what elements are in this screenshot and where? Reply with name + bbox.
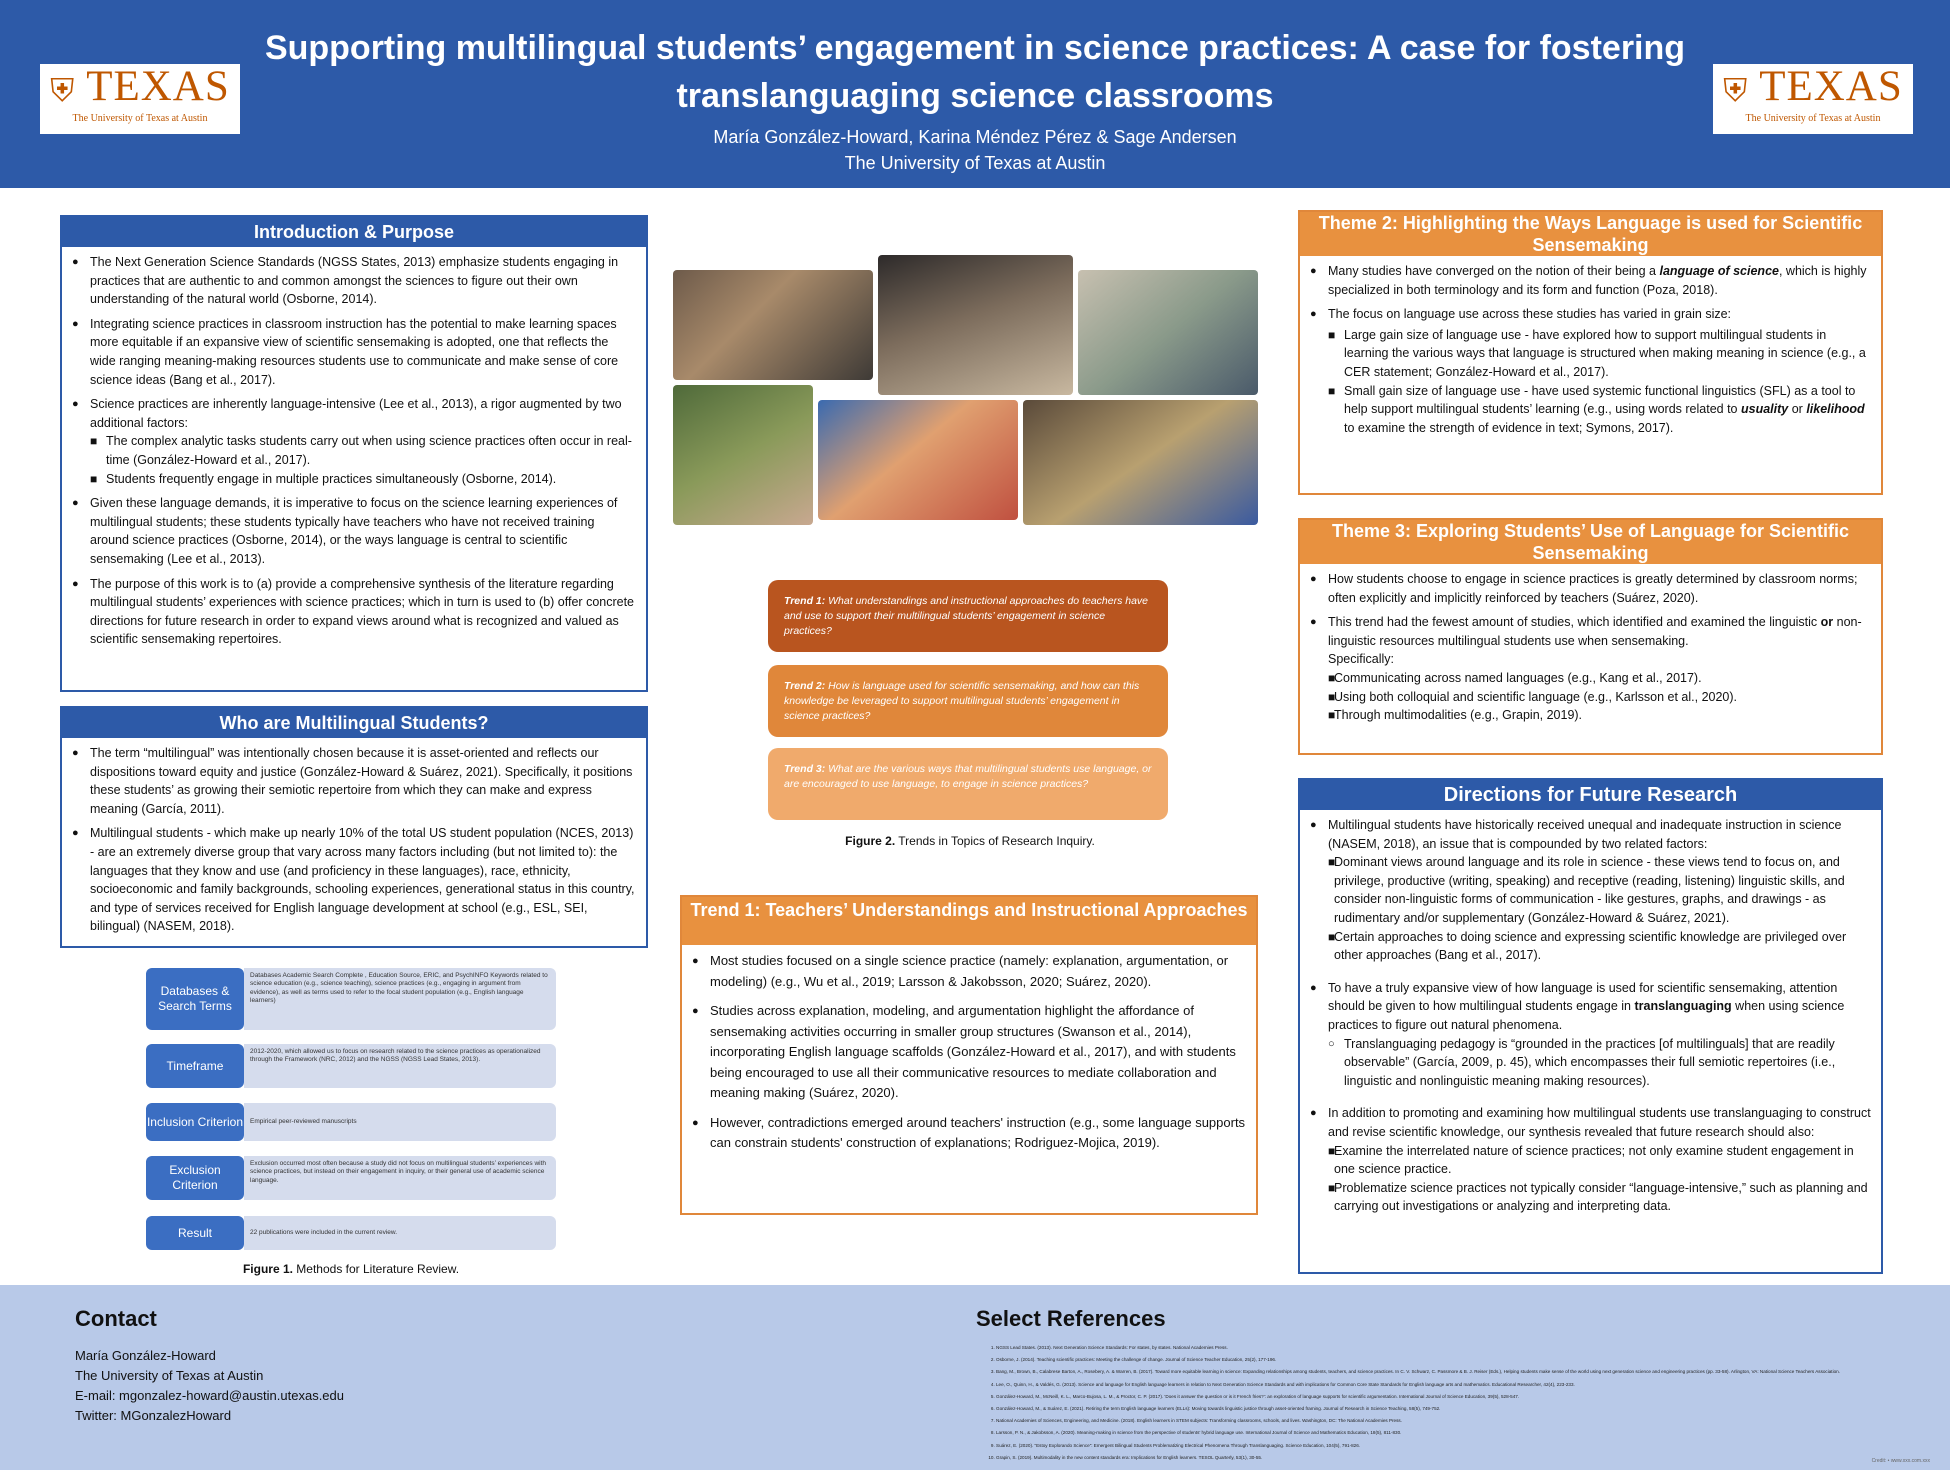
directions-circle-bullet: ○ Translanguaging pedagogy is “grounded in the practices [of multilinguals] that are readily observable” (García, 2009, p. 45), which encompasses their full semiotic repertoires (i.e., linguistic and nonlinguistic meaning making resources). (1310, 1035, 1871, 1091)
trend-label: Trend 3: (784, 763, 826, 775)
trend3-box (768, 748, 1168, 820)
methods-row-text: 22 publications were included in the current review. (244, 1216, 556, 1250)
methods-row-label: Inclusion Criterion (146, 1103, 244, 1141)
theme2-panel (1298, 210, 1883, 495)
kids-reading-photo (818, 400, 1018, 520)
intro-bullet: ● Integrating science practices in classroom instruction has the potential to make learning spaces more equitable if an expansive view of scientific sensemaking is adopted, one that reflects the wide ranging meaning-making resources students use to communicate and make sense of core science ideas (Bang et al., 2017). (72, 315, 636, 389)
theme3-body (1300, 564, 1881, 731)
bullet-text: or (1788, 402, 1807, 417)
intro-subbullet: ■ Students frequently engage in multiple practices simultaneously (Osborne, 2014). (72, 470, 636, 489)
who-bullet: ● The term “multilingual” was intentionally chosen because it is asset-oriented and reflects our dispositions toward equity and justice (González-Howard & Suárez, 2021). Specifically, it positions these students’ as growing their semiotic repertoire from which they can make and express meaning (García, 2011). (72, 744, 636, 818)
author-names: María González-Howard, Karina Méndez Pérez & Sage Andersen (713, 127, 1237, 147)
intro-bullet: ● Science practices are inherently language-intensive (Lee et al., 2013), a rigor augmented by two additional factors: (72, 395, 636, 432)
directions-heading: Directions for Future Research (1300, 780, 1881, 810)
methods-row-text: Empirical peer-reviewed manuscripts (244, 1103, 556, 1141)
directions-subbullet: ■ Examine the interrelated nature of science practices; not only examine student engagement in one science practice. (1310, 1142, 1871, 1179)
directions-bullet: ● Multilingual students have historically received unequal and inadequate instruction in science (NASEM, 2018), an issue that is compounded by two related factors: (1310, 816, 1871, 853)
directions-subbullet: ■ Certain approaches to doing science and expressing scientific knowledge are privileged over other approaches (Bang et al., 2017). (1310, 928, 1871, 965)
reference-item: 1. NGSS Lead States. (2013). Next Generation Science Standards: For states, by states. National Academies Press. (996, 1342, 1856, 1354)
logo-word: TEXAS (1759, 63, 1903, 110)
theme3-bullet (1310, 613, 1871, 669)
poster-title: Supporting multilingual students’ engagement in science practices: A case for fostering translanguaging science classrooms (264, 29, 1686, 115)
credit-note: Credit: • www.xxx.com.xxx (1871, 1458, 1930, 1464)
trend-question: How is language used for scientific sensemaking, and how can this knowledge be leveraged to support multilingual students’ engagement in science practices? (784, 680, 1140, 722)
contact-affiliation: The University of Texas at Austin (75, 1368, 264, 1383)
poster-authors (250, 124, 1700, 176)
trend1-body (682, 945, 1256, 1166)
theme2-bullet (1310, 262, 1871, 299)
intro-bullet: ● The Next Generation Science Standards (NGSS States, 2013) emphasize students engaging in practices that are authentic to and common amongst the sciences to figure out their own understanding of the natural world (Osborne, 2014). (72, 253, 636, 309)
methods-row (146, 968, 556, 1030)
logo-word: TEXAS (86, 63, 230, 110)
reference-item: 8. Larsson, P. N., & Jakobsson, A. (2020). Meaning-making in science from the perspective of students’ hybrid language use. International Journal of Science and Mathematics Education, 18(5), 811-830. (996, 1427, 1856, 1439)
bullet-text: To have a truly expansive view of how language is used for scientific sensemaking, attention should be given to how multilingual students engage in (1328, 980, 1838, 1014)
who-heading: Who are Multilingual Students? (62, 708, 646, 738)
trend1-bullet: ● Studies across explanation, modeling, and argumentation highlight the affordance of sensemaking activities occurring in smaller group structures (Swanson et al., 2014), incorporating English language scaffolds (González-Howard et al., 2017), and with students being encouraged to use all their communicative resources to mediate collaboration and meaning making (Suárez, 2020). (692, 1001, 1246, 1104)
theme3-bullet: ● How students choose to engage in science practices is greatly determined by classroom norms; often explicitly and implicitly reinforced by teachers (Suárez, 2020). (1310, 570, 1871, 607)
texas-logo-left (40, 64, 240, 134)
trend1-heading: Trend 1: Teachers’ Understandings and Instructional Approaches (682, 897, 1256, 945)
students-photo (673, 270, 873, 380)
bullet-text: non-linguistic resources multilingual students use when sensemaking. (1328, 615, 1862, 648)
reference-item: 9. Suárez, E. (2020). “Estoy Explorando Science”: Emergent Bilingual Students Problematizing Electrical Phenomena Through Translanguaging. Science Education, 104(5), 791-826. (996, 1440, 1856, 1452)
contact-info (75, 1346, 344, 1426)
theme3-subbullet: ■ Through multimodalities (e.g., Grapin, 2019). (1310, 706, 1871, 725)
methods-row-label: Timeframe (146, 1044, 244, 1088)
bullet-emphasis: usuality (1741, 402, 1789, 417)
texas-logo-right (1713, 64, 1913, 134)
bullet-text: , which is highly specialized in both terminology and its form and function (Poza, 2018). (1328, 264, 1867, 297)
bullet-emphasis: likelihood (1806, 402, 1865, 417)
theme2-body (1300, 256, 1881, 443)
methods-row-label: Databases & Search Terms (146, 968, 244, 1030)
trend-label: Trend 1: (784, 595, 826, 607)
bullet-text: Specifically: (1328, 652, 1394, 667)
who-body (62, 738, 646, 948)
intro-bullet: ● Given these language demands, it is imperative to focus on the science learning experiences of multilingual students; these students typically have teachers who have not received training around science practices (Osborne, 2014), or the ways language is central to scientific sensemaking (Lee et al., 2013). (72, 494, 636, 568)
bullet-emphasis: or (1820, 615, 1834, 630)
intro-heading: Introduction & Purpose (62, 217, 646, 247)
author-affiliation: The University of Texas at Austin (844, 153, 1106, 173)
reference-item: 3. Bang, M., Brown, B., Calabrese Barton, A., Rosebery, A. & Warren, B. (2017). Toward more equitable learning in science: Expanding relationships among students, teachers, and science practices. In C. V. Schwarz, C. Passmore & B. J. Reiser (Eds.), Helping students make sense of the world using next generation science and engineering practices (pp. 33-58). Arlington, VA: National Science Teachers Association. (996, 1366, 1856, 1378)
directions-bullet: ● In addition to promoting and examining how multilingual students use translanguaging to construct and revise scientific knowledge, our synthesis revealed that future research should also: (1310, 1104, 1871, 1141)
trend-label: Trend 2: (784, 680, 826, 692)
theme2-bullet: ● The focus on language use across these studies has varied in grain size: (1310, 305, 1871, 324)
trend1-panel (680, 895, 1258, 1215)
bullet-text: This trend had the fewest amount of studies, which identified and examined the linguistic (1328, 615, 1821, 630)
contact-name: María González-Howard (75, 1348, 216, 1363)
methods-row (146, 1156, 556, 1200)
bullet-emphasis: language of science (1659, 264, 1779, 278)
contact-twitter[interactable]: Twitter: MGonzalezHoward (75, 1408, 232, 1423)
students-goggles-photo (878, 255, 1073, 395)
methods-row-text: Databases Academic Search Complete , Education Source, ERIC, and PsychINFO Keywords related to science education (e.g., science teaching), science practices (e.g., engaging in argument from evidence), as well as terms used to refer to the focal student population (e.g., English language learners) (244, 968, 556, 1030)
engineering-photo (1023, 400, 1258, 525)
trend1-bullet: ● However, contradictions emerged around teachers' instruction (e.g., some language supports can constrain students' construction of explanations; Rodriguez-Mojica, 2019). (692, 1113, 1246, 1154)
trend1-box (768, 580, 1168, 652)
trend-question: What are the various ways that multilingual students use language, or are encouraged to use language, to engage in science practices? (784, 763, 1152, 790)
references-list (976, 1342, 1856, 1464)
bullet-emphasis: translanguaging (1634, 999, 1732, 1014)
intro-body (62, 247, 646, 661)
logo-subtitle: The University of Texas at Austin (72, 113, 208, 125)
bullet-text: Many studies have converged on the notion of their being a (1328, 264, 1660, 278)
methods-row-text: Exclusion occurred most often because a study did not focus on multilingual students’ experiences with science practices, but instead on their engagement in inquiry, or their general use of academic science language. (244, 1156, 556, 1200)
directions-subbullet: ■ Problematize science practices not typically consider “language-intensive,” such as planning and carrying out investigations or analyzing and interpreting data. (1310, 1179, 1871, 1216)
intro-panel (60, 215, 648, 692)
directions-body (1300, 810, 1881, 1222)
longhorn-icon: ⛨ (1723, 72, 1749, 109)
bullet-text: to examine the strength of evidence in text; Symons, 2017). (1344, 420, 1674, 435)
trend1-bullet: ● Most studies focused on a single science practice (namely: explanation, argumentation, or modeling) (e.g., Wu et al., 2019; Larsson & Jakobsson, 2020; Suárez, 2020). (692, 951, 1246, 992)
methods-caption (146, 1262, 556, 1276)
bullet-text: Small gain size of language use - have used systemic functional linguistics (SFL) as a tool to help support multilingual students’ learning (e.g., using words related to (1344, 383, 1856, 417)
theme3-subbullet: ■ Using both colloquial and scientific language (e.g., Karlsson et al., 2020). (1310, 688, 1871, 707)
trend-question: What understandings and instructional approaches do teachers have and use to support their multilingual students’ engagement in science practices? (784, 595, 1149, 637)
theme2-subbullet (1310, 382, 1871, 438)
who-bullet: ● Multilingual students - which make up nearly 10% of the total US student population (NCES, 2013) - are an extremely diverse group that vary across many factors including (but not limited to): the languages that they know and use (and proficiency in these languages), race, ethnicity, socioeconomic and family backgrounds, schooling experiences, generational status in this country, and type of services received for English language development at school (e.g., ESL, SEI, bilingual) (NASEM, 2018). (72, 824, 636, 936)
methods-row-label: Exclusion Criterion (146, 1156, 244, 1200)
theme3-heading: Theme 3: Exploring Students’ Use of Language for Scientific Sensemaking (1300, 520, 1881, 564)
methods-row (146, 1216, 556, 1250)
lab-photo (1078, 270, 1258, 395)
references-heading: Select References (976, 1306, 1166, 1331)
directions-panel (1298, 778, 1883, 1274)
theme3-subbullet: ■ Communicating across named languages (e.g., Kang et al., 2017). (1310, 669, 1871, 688)
methods-row (146, 1044, 556, 1088)
reference-item: 7. National Academies of Sciences, Engineering, and Medicine. (2018). English learners in STEM subjects: Transforming classrooms, schools, and lives. Washington, DC: The National Academies Press. (996, 1415, 1856, 1427)
reference-item: 4. Lee, O., Quinn, H., & Valdés, G. (2013). Science and language for English language learners in relation to Next Generation Science Standards and with implications for Common Core State Standards for English language arts and mathematics. Educational Researcher, 42(4), 223-233. (996, 1379, 1856, 1391)
intro-subbullet: ■ The complex analytic tasks students carry out when using science practices often occur in real-time (González-Howard et al., 2017). (72, 432, 636, 469)
reference-item: 5. González-Howard, M., McNeill, K. L., Marco-Bujosa, L. M., & Proctor, C. P. (2017). ‘Does it answer the question or is it French fries?’: an exploration of language supports for scientific argumentation. International Journal of Science Education, 39(5), 528-547. (996, 1391, 1856, 1403)
intro-bullet: ● The purpose of this work is to (a) provide a comprehensive synthesis of the literature regarding multilingual students’ experiences with science practices; which in turn is used to (b) offer concrete directions for future research in order to expand views around what is recognized and valued as scientific sensemaking repertoires. (72, 575, 636, 649)
longhorn-icon: ⛨ (50, 72, 76, 109)
logo-subtitle: The University of Texas at Austin (1745, 113, 1881, 125)
caption-text: Trends in Topics of Research Inquiry. (895, 834, 1095, 848)
bullet-text: when using science practices to figure out natural phenomena. (1328, 999, 1845, 1032)
girl-outdoors-photo (673, 385, 813, 525)
trend2-box (768, 665, 1168, 737)
methods-row-text: 2012-2020, which allowed us to focus on research related to the science practices as operationalized through the Framework (NRC, 2012) and the NGSS (NGSS Lead States, 2013). (244, 1044, 556, 1088)
caption-text: Methods for Literature Review. (292, 1262, 460, 1276)
who-panel (60, 706, 648, 948)
theme2-subbullet: ■ Large gain size of language use - have explored how to support multilingual students in learning the various ways that language is structured when making meaning in science (e.g., a CER statement; González-Howard et al., 2017). (1310, 326, 1871, 382)
reference-item: 6. González-Howard, M., & Suárez, E. (2021). Retiring the term English language learners (ELLs): Moving towards linguistic justice through asset-oriented framing. Journal of Research in Science Teaching, 58(5), 749-752. (996, 1403, 1856, 1415)
caption-label: Figure 2. (845, 834, 896, 848)
methods-row-label: Result (146, 1216, 244, 1250)
poster-header (0, 0, 1950, 188)
directions-subbullet: ■ Dominant views around language and its role in science - these views tend to focus on, and privilege, productive (writing, speaking) and receptive (reading, listening) linguistic skills, and consider non-linguistic forms of communication - like gestures, graphs, and drawings - as rudimentary and/or supplementary (González-Howard & Suárez, 2021). (1310, 853, 1871, 927)
methods-row (146, 1103, 556, 1141)
directions-bullet (1310, 979, 1871, 1035)
reference-item: 10. Grapin, S. (2019). Multimodality in the new content standards era: Implications for English learners. TESOL Quarterly, 53(1), 30-55. (996, 1452, 1856, 1464)
classroom-photo-collage (673, 255, 1258, 525)
contact-email[interactable]: E-mail: mgonzalez-howard@austin.utexas.edu (75, 1388, 344, 1403)
theme2-heading: Theme 2: Highlighting the Ways Language is used for Scientific Sensemaking (1300, 212, 1881, 256)
trends-caption (700, 834, 1240, 848)
contact-heading: Contact (75, 1306, 157, 1331)
caption-label: Figure 1. (242, 1262, 293, 1276)
theme3-panel (1298, 518, 1883, 755)
reference-item: 2. Osborne, J. (2014). Teaching scientific practices: Meeting the challenge of change. Journal of Science Teacher Education, 25(2), 177-196. (996, 1354, 1856, 1366)
